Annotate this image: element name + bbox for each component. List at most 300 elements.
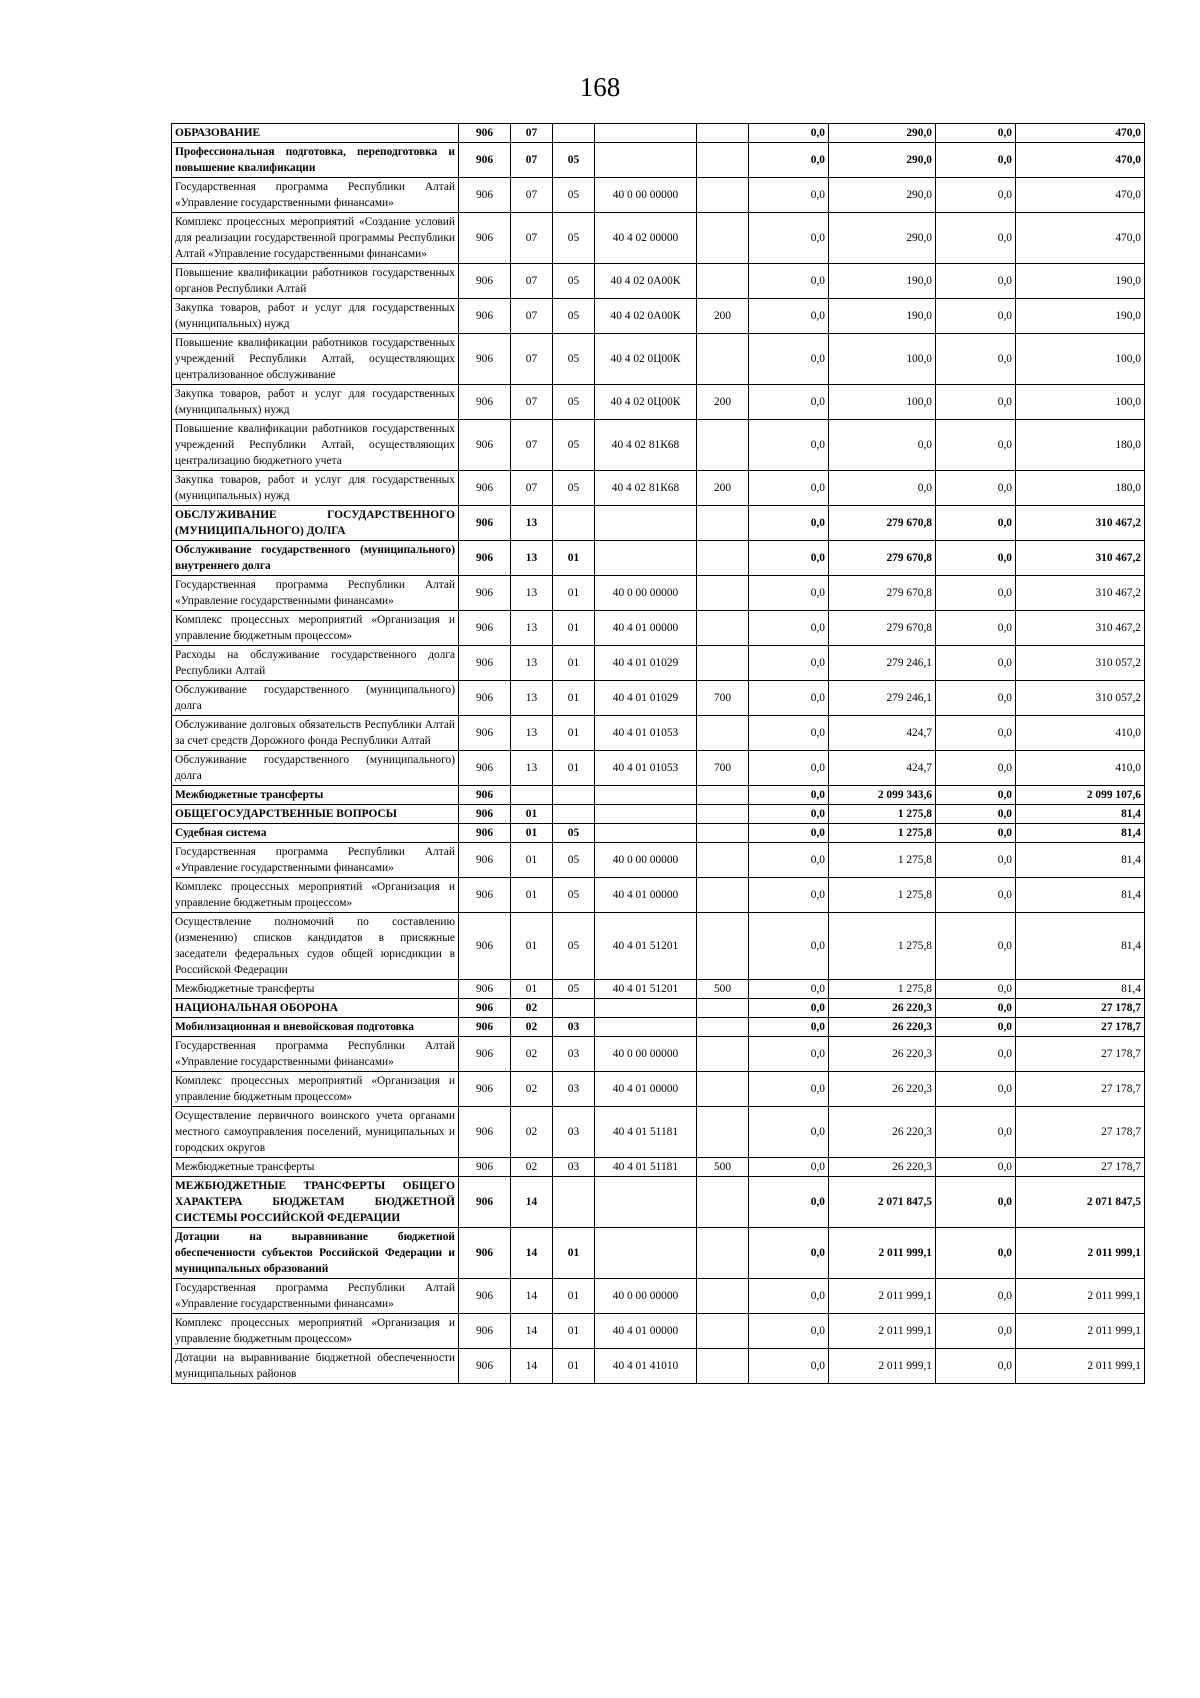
cell-name: Мобилизационная и вневойсковая подготовка [172,1018,459,1037]
cell-vr [697,1037,749,1072]
cell-ved: 906 [459,1279,511,1314]
table-row [172,1177,1145,1228]
cell-name: Повышение квалификации работников государственных учреждений Республики Алтай, осуществляющих централизованное обслуживание [172,334,459,385]
cell-value-3: 0,0 [936,1107,1016,1158]
cell-vr [697,124,749,143]
cell-value-3: 0,0 [936,611,1016,646]
table-row [172,843,1145,878]
cell-pr: 01 [553,1228,595,1279]
cell-ved: 906 [459,980,511,999]
cell-pr: 05 [553,299,595,334]
table-row [172,805,1145,824]
table-row [172,1072,1145,1107]
cell-ved: 906 [459,124,511,143]
cell-value-4: 81,4 [1016,843,1145,878]
cell-value-4: 81,4 [1016,878,1145,913]
cell-value-3: 0,0 [936,1314,1016,1349]
cell-vr [697,178,749,213]
cell-ved: 906 [459,1349,511,1384]
cell-value-2: 2 099 343,6 [829,786,936,805]
cell-vr [697,843,749,878]
cell-value-3: 0,0 [936,805,1016,824]
cell-vr [697,541,749,576]
cell-csr: 40 4 01 41010 [595,1349,697,1384]
cell-name: Обслуживание государственного (муниципального) долга [172,751,459,786]
cell-rz: 01 [511,824,553,843]
cell-name: Межбюджетные трансферты [172,1158,459,1177]
table-row [172,786,1145,805]
cell-value-3: 0,0 [936,913,1016,980]
cell-value-4: 27 178,7 [1016,1072,1145,1107]
cell-value-3: 0,0 [936,1177,1016,1228]
table-row [172,213,1145,264]
cell-value-1: 0,0 [749,999,829,1018]
cell-value-1: 0,0 [749,805,829,824]
cell-pr: 01 [553,1314,595,1349]
table-row [172,124,1145,143]
cell-vr: 700 [697,681,749,716]
table-row [172,143,1145,178]
cell-value-4: 410,0 [1016,716,1145,751]
cell-ved: 906 [459,913,511,980]
table-row [172,420,1145,471]
cell-value-1: 0,0 [749,1072,829,1107]
cell-value-4: 2 071 847,5 [1016,1177,1145,1228]
cell-pr: 01 [553,751,595,786]
cell-ved: 906 [459,824,511,843]
cell-value-3: 0,0 [936,299,1016,334]
cell-value-1: 0,0 [749,1314,829,1349]
cell-csr: 40 0 00 00000 [595,178,697,213]
cell-csr: 40 4 02 81К68 [595,420,697,471]
table-row [172,999,1145,1018]
cell-value-4: 2 011 999,1 [1016,1314,1145,1349]
cell-value-2: 424,7 [829,716,936,751]
cell-ved: 906 [459,1107,511,1158]
cell-value-2: 1 275,8 [829,843,936,878]
cell-pr: 05 [553,143,595,178]
cell-pr: 05 [553,913,595,980]
cell-value-3: 0,0 [936,1072,1016,1107]
cell-vr: 700 [697,751,749,786]
cell-pr: 05 [553,178,595,213]
cell-csr [595,824,697,843]
table-row [172,878,1145,913]
cell-value-3: 0,0 [936,646,1016,681]
cell-value-3: 0,0 [936,213,1016,264]
cell-rz: 01 [511,913,553,980]
cell-rz: 13 [511,576,553,611]
cell-value-4: 310 467,2 [1016,576,1145,611]
cell-csr: 40 4 02 0А00К [595,264,697,299]
cell-csr: 40 4 02 0А00К [595,299,697,334]
cell-value-2: 279 246,1 [829,681,936,716]
cell-csr [595,1018,697,1037]
cell-csr [595,1228,697,1279]
cell-pr: 01 [553,716,595,751]
table-row [172,1228,1145,1279]
table-row [172,264,1145,299]
cell-csr [595,143,697,178]
cell-value-1: 0,0 [749,213,829,264]
cell-pr: 05 [553,264,595,299]
cell-value-1: 0,0 [749,178,829,213]
cell-value-2: 1 275,8 [829,878,936,913]
cell-ved: 906 [459,646,511,681]
cell-rz: 07 [511,143,553,178]
cell-rz: 14 [511,1228,553,1279]
cell-name: Дотации на выравнивание бюджетной обеспеченности субъектов Российской Федерации и муниципальных образований [172,1228,459,1279]
cell-value-3: 0,0 [936,980,1016,999]
cell-ved: 906 [459,299,511,334]
cell-value-4: 81,4 [1016,980,1145,999]
cell-value-4: 190,0 [1016,264,1145,299]
cell-csr: 40 0 00 00000 [595,1037,697,1072]
cell-pr: 05 [553,385,595,420]
cell-name: МЕЖБЮДЖЕТНЫЕ ТРАНСФЕРТЫ ОБЩЕГО ХАРАКТЕРА БЮДЖЕТАМ БЮДЖЕТНОЙ СИСТЕМЫ РОССИЙСКОЙ ФЕДЕРАЦИИ [172,1177,459,1228]
table-row [172,681,1145,716]
cell-csr: 40 4 01 51181 [595,1158,697,1177]
cell-value-1: 0,0 [749,913,829,980]
table-row [172,471,1145,506]
cell-csr [595,124,697,143]
cell-rz: 13 [511,751,553,786]
cell-pr [553,805,595,824]
cell-csr: 40 4 02 00000 [595,213,697,264]
cell-rz: 07 [511,299,553,334]
cell-value-1: 0,0 [749,681,829,716]
cell-value-4: 27 178,7 [1016,1037,1145,1072]
cell-value-3: 0,0 [936,1279,1016,1314]
cell-rz: 14 [511,1349,553,1384]
cell-value-2: 26 220,3 [829,1037,936,1072]
cell-value-3: 0,0 [936,999,1016,1018]
cell-pr: 01 [553,1279,595,1314]
cell-value-3: 0,0 [936,143,1016,178]
cell-value-1: 0,0 [749,1349,829,1384]
cell-value-2: 1 275,8 [829,913,936,980]
cell-value-2: 2 071 847,5 [829,1177,936,1228]
cell-value-3: 0,0 [936,506,1016,541]
cell-value-3: 0,0 [936,1349,1016,1384]
table-row [172,1018,1145,1037]
cell-value-3: 0,0 [936,716,1016,751]
cell-value-2: 0,0 [829,471,936,506]
cell-rz: 13 [511,506,553,541]
cell-rz: 07 [511,420,553,471]
cell-value-1: 0,0 [749,646,829,681]
cell-value-1: 0,0 [749,843,829,878]
cell-name: Комплекс процессных мероприятий «Организация и управление бюджетным процессом» [172,878,459,913]
table-row [172,913,1145,980]
cell-vr [697,506,749,541]
cell-ved: 906 [459,1177,511,1228]
cell-csr: 40 4 01 51181 [595,1107,697,1158]
cell-value-2: 2 011 999,1 [829,1228,936,1279]
cell-vr [697,999,749,1018]
cell-value-4: 470,0 [1016,143,1145,178]
cell-ved: 906 [459,1314,511,1349]
cell-rz: 14 [511,1314,553,1349]
cell-ved: 906 [459,1158,511,1177]
cell-value-3: 0,0 [936,420,1016,471]
cell-value-2: 26 220,3 [829,1107,936,1158]
cell-rz [511,786,553,805]
cell-vr [697,824,749,843]
cell-csr: 40 4 01 00000 [595,1314,697,1349]
cell-value-3: 0,0 [936,1158,1016,1177]
cell-value-2: 279 246,1 [829,646,936,681]
cell-csr [595,786,697,805]
cell-csr [595,541,697,576]
cell-name: Комплекс процессных мероприятий «Организация и управление бюджетным процессом» [172,1314,459,1349]
cell-vr: 200 [697,299,749,334]
cell-value-3: 0,0 [936,824,1016,843]
cell-rz: 13 [511,681,553,716]
cell-value-4: 180,0 [1016,471,1145,506]
cell-value-2: 279 670,8 [829,541,936,576]
cell-vr [697,213,749,264]
cell-value-4: 27 178,7 [1016,1107,1145,1158]
cell-pr: 03 [553,1072,595,1107]
cell-rz: 07 [511,385,553,420]
cell-value-4: 470,0 [1016,213,1145,264]
cell-value-1: 0,0 [749,385,829,420]
cell-ved: 906 [459,999,511,1018]
cell-value-2: 1 275,8 [829,805,936,824]
cell-value-2: 279 670,8 [829,576,936,611]
cell-value-1: 0,0 [749,786,829,805]
cell-rz: 02 [511,1158,553,1177]
cell-value-3: 0,0 [936,681,1016,716]
cell-value-3: 0,0 [936,1228,1016,1279]
cell-ved: 906 [459,541,511,576]
cell-value-1: 0,0 [749,878,829,913]
cell-value-4: 180,0 [1016,420,1145,471]
cell-value-3: 0,0 [936,385,1016,420]
cell-pr: 01 [553,646,595,681]
cell-value-1: 0,0 [749,1037,829,1072]
cell-value-4: 27 178,7 [1016,999,1145,1018]
table-row [172,299,1145,334]
cell-rz: 01 [511,805,553,824]
cell-value-4: 27 178,7 [1016,1018,1145,1037]
cell-name: Осуществление первичного воинского учета органами местного самоуправления поселений, муниципальных и городских округов [172,1107,459,1158]
cell-rz: 02 [511,1037,553,1072]
cell-value-1: 0,0 [749,420,829,471]
cell-ved: 906 [459,751,511,786]
cell-ved: 906 [459,611,511,646]
cell-value-1: 0,0 [749,541,829,576]
cell-csr: 40 0 00 00000 [595,576,697,611]
cell-value-1: 0,0 [749,506,829,541]
cell-pr: 01 [553,576,595,611]
budget-table [171,123,1145,1384]
cell-csr: 40 4 01 00000 [595,611,697,646]
cell-value-2: 0,0 [829,420,936,471]
cell-ved: 906 [459,334,511,385]
page-number: 168 [579,72,621,102]
cell-vr [697,913,749,980]
cell-csr: 40 4 01 01029 [595,681,697,716]
cell-name: Комплекс процессных мероприятий «Создание условий для реализации государственной программы Республики Алтай «Управление государственными финансами» [172,213,459,264]
cell-pr: 05 [553,843,595,878]
cell-ved: 906 [459,1228,511,1279]
cell-vr [697,1177,749,1228]
table-row [172,1107,1145,1158]
cell-pr: 05 [553,471,595,506]
cell-vr [697,576,749,611]
cell-rz: 01 [511,878,553,913]
cell-value-4: 27 178,7 [1016,1158,1145,1177]
cell-value-4: 310 467,2 [1016,611,1145,646]
cell-name: Государственная программа Республики Алтай «Управление государственными финансами» [172,1279,459,1314]
cell-value-1: 0,0 [749,334,829,385]
table-row [172,178,1145,213]
cell-value-4: 470,0 [1016,124,1145,143]
table-row [172,576,1145,611]
cell-csr: 40 0 00 00000 [595,1279,697,1314]
cell-value-1: 0,0 [749,1018,829,1037]
cell-value-2: 290,0 [829,124,936,143]
cell-ved: 906 [459,878,511,913]
table-row [172,1279,1145,1314]
cell-value-4: 2 011 999,1 [1016,1349,1145,1384]
cell-rz: 07 [511,124,553,143]
cell-csr: 40 4 01 01053 [595,716,697,751]
cell-csr: 40 4 02 81К68 [595,471,697,506]
cell-pr [553,124,595,143]
cell-value-3: 0,0 [936,124,1016,143]
table-row [172,506,1145,541]
table-row [172,646,1145,681]
cell-value-4: 2 011 999,1 [1016,1228,1145,1279]
cell-ved: 906 [459,1018,511,1037]
cell-name: Обслуживание долговых обязательств Республики Алтай за счет средств Дорожного фонда Республики Алтай [172,716,459,751]
cell-name: Закупка товаров, работ и услуг для государственных (муниципальных) нужд [172,471,459,506]
cell-value-2: 26 220,3 [829,1072,936,1107]
cell-vr [697,1349,749,1384]
cell-value-2: 2 011 999,1 [829,1314,936,1349]
cell-pr: 05 [553,878,595,913]
cell-rz: 01 [511,980,553,999]
cell-rz: 14 [511,1177,553,1228]
cell-vr [697,646,749,681]
cell-vr [697,1018,749,1037]
cell-value-3: 0,0 [936,178,1016,213]
cell-value-4: 81,4 [1016,805,1145,824]
cell-name: Государственная программа Республики Алтай «Управление государственными финансами» [172,178,459,213]
cell-pr [553,506,595,541]
cell-name: Повышение квалификации работников государственных учреждений Республики Алтай, осуществляющих централизацию бюджетного учета [172,420,459,471]
cell-value-2: 190,0 [829,264,936,299]
cell-value-3: 0,0 [936,751,1016,786]
cell-pr: 05 [553,420,595,471]
cell-vr [697,1072,749,1107]
cell-pr: 03 [553,1037,595,1072]
table-row [172,751,1145,786]
cell-value-2: 100,0 [829,334,936,385]
cell-vr: 500 [697,1158,749,1177]
cell-ved: 906 [459,843,511,878]
cell-name: Межбюджетные трансферты [172,786,459,805]
cell-ved: 906 [459,178,511,213]
cell-vr [697,878,749,913]
cell-value-1: 0,0 [749,299,829,334]
cell-pr: 03 [553,1107,595,1158]
cell-value-3: 0,0 [936,541,1016,576]
cell-value-3: 0,0 [936,334,1016,385]
cell-name: Межбюджетные трансферты [172,980,459,999]
cell-value-1: 0,0 [749,471,829,506]
table-row [172,824,1145,843]
cell-ved: 906 [459,786,511,805]
cell-value-1: 0,0 [749,264,829,299]
cell-value-2: 290,0 [829,143,936,178]
cell-csr: 40 4 01 01029 [595,646,697,681]
cell-pr: 01 [553,541,595,576]
cell-vr [697,611,749,646]
cell-value-3: 0,0 [936,843,1016,878]
cell-value-2: 279 670,8 [829,506,936,541]
cell-value-4: 100,0 [1016,385,1145,420]
cell-vr: 500 [697,980,749,999]
cell-rz: 02 [511,1018,553,1037]
cell-rz: 07 [511,334,553,385]
cell-ved: 906 [459,385,511,420]
cell-value-2: 279 670,8 [829,611,936,646]
cell-rz: 13 [511,716,553,751]
cell-vr [697,1314,749,1349]
cell-ved: 906 [459,716,511,751]
table-row [172,385,1145,420]
cell-pr: 03 [553,1018,595,1037]
cell-csr: 40 0 00 00000 [595,843,697,878]
table-row [172,716,1145,751]
cell-value-3: 0,0 [936,1037,1016,1072]
cell-value-2: 290,0 [829,213,936,264]
cell-name: Профессиональная подготовка, переподготовка и повышение квалификации [172,143,459,178]
cell-name: Государственная программа Республики Алтай «Управление государственными финансами» [172,1037,459,1072]
cell-value-1: 0,0 [749,1177,829,1228]
cell-pr: 03 [553,1158,595,1177]
cell-ved: 906 [459,576,511,611]
cell-value-1: 0,0 [749,1279,829,1314]
cell-value-2: 1 275,8 [829,980,936,999]
cell-vr [697,805,749,824]
cell-ved: 906 [459,681,511,716]
cell-value-3: 0,0 [936,576,1016,611]
cell-name: Дотации на выравнивание бюджетной обеспеченности муниципальных районов [172,1349,459,1384]
cell-name: Государственная программа Республики Алтай «Управление государственными финансами» [172,576,459,611]
cell-value-3: 0,0 [936,471,1016,506]
cell-value-3: 0,0 [936,878,1016,913]
cell-value-4: 2 099 107,6 [1016,786,1145,805]
cell-csr [595,999,697,1018]
cell-value-3: 0,0 [936,786,1016,805]
cell-rz: 07 [511,471,553,506]
cell-value-4: 100,0 [1016,334,1145,385]
cell-vr [697,420,749,471]
cell-name: Расходы на обслуживание государственного долга Республики Алтай [172,646,459,681]
cell-value-2: 26 220,3 [829,999,936,1018]
cell-name: Комплекс процессных мероприятий «Организация и управление бюджетным процессом» [172,1072,459,1107]
cell-value-1: 0,0 [749,1228,829,1279]
cell-rz: 02 [511,1107,553,1158]
cell-csr: 40 4 01 01053 [595,751,697,786]
cell-value-1: 0,0 [749,980,829,999]
table-row [172,1349,1145,1384]
